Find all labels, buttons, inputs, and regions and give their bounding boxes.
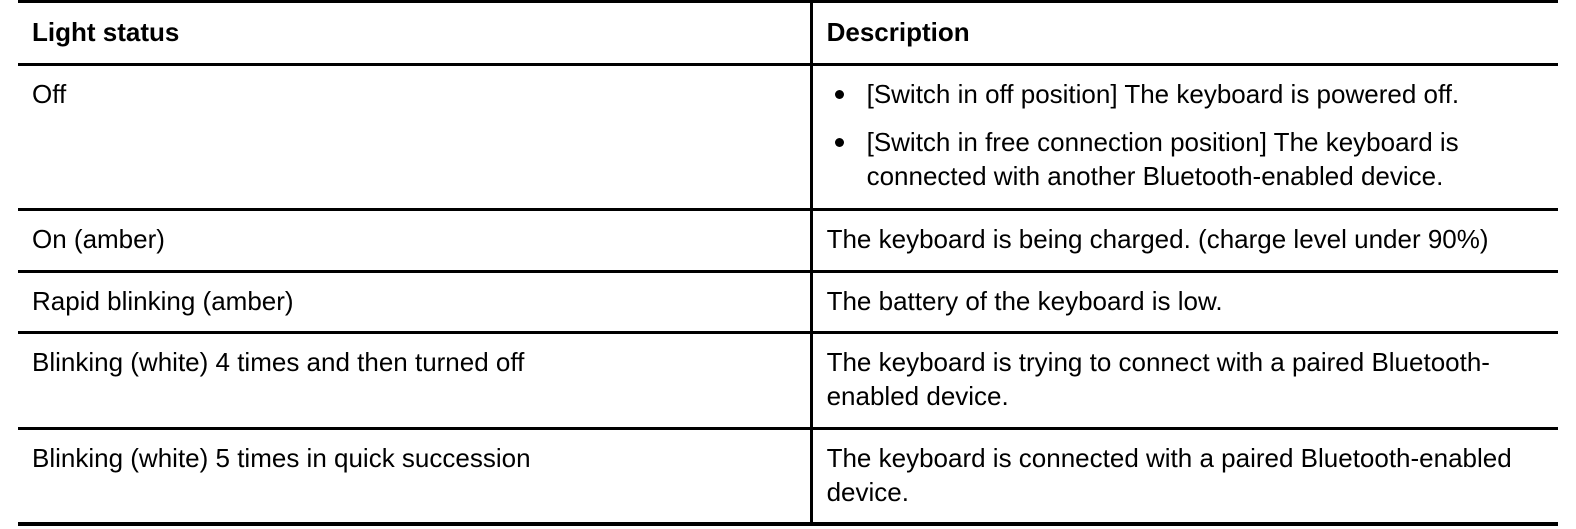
bullet-text: [Switch in off position] The keyboard is powered off. <box>866 79 1460 110</box>
description-text: The keyboard is trying to connect with a paired Bluetooth-enabled device. <box>826 346 1490 412</box>
cell-light-status: On (amber) <box>18 210 811 271</box>
cell-light-status: Rapid blinking (amber) <box>18 271 811 332</box>
table-row <box>18 428 1558 524</box>
bullet-dot-icon <box>835 90 844 99</box>
table-row <box>18 210 1558 271</box>
column-header-description: Description <box>826 17 970 47</box>
list-item <box>827 77 1544 111</box>
cell-description <box>811 210 1558 271</box>
bullet-dot-icon <box>835 138 844 147</box>
description-text: The keyboard is connected with a paired Bluetooth-enabled device. <box>826 442 1512 507</box>
table-header-row <box>18 2 1558 65</box>
cell-description <box>811 332 1558 428</box>
description-text: The keyboard is being charged. (charge level under 90%) <box>826 224 1489 255</box>
cell-description <box>811 271 1558 332</box>
light-status-table-container <box>18 0 1558 526</box>
cell-description <box>811 65 1558 210</box>
table-row <box>18 65 1558 210</box>
table-row <box>18 271 1558 332</box>
cell-light-status: Off <box>18 65 811 210</box>
light-status-table <box>18 0 1558 526</box>
cell-description <box>811 428 1558 524</box>
table-row <box>18 332 1558 428</box>
bullet-text: [Switch in free connection position] The keyboard is connected with another Bluetooth-enabled device. <box>866 126 1459 191</box>
table-header <box>18 2 1558 65</box>
table-body <box>18 65 1558 524</box>
list-item <box>827 125 1544 194</box>
description-text: The battery of the keyboard is low. <box>826 285 1223 316</box>
cell-light-status: Blinking (white) 4 times and then turned off <box>18 332 811 428</box>
column-header-light-status: Light status <box>18 2 811 65</box>
cell-light-status: Blinking (white) 5 times in quick succession <box>18 428 811 524</box>
description-bullet-list <box>827 77 1544 193</box>
